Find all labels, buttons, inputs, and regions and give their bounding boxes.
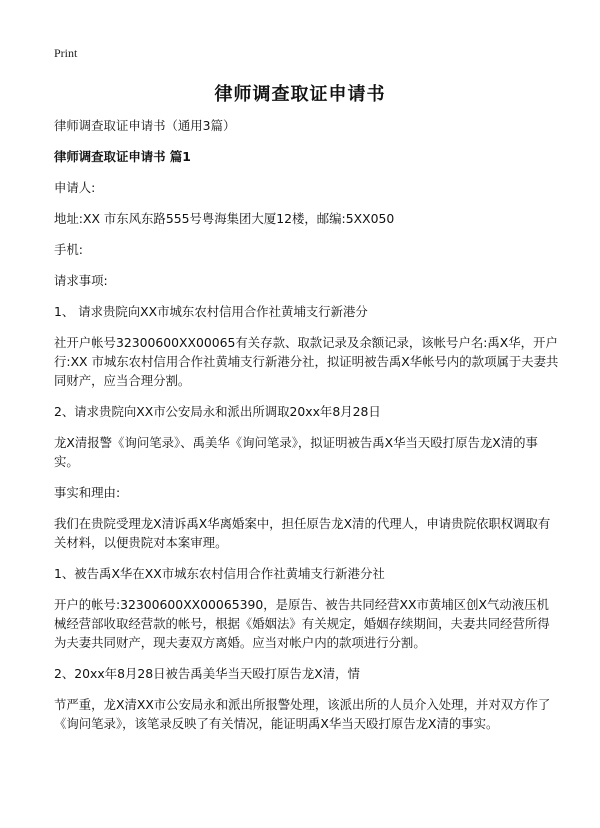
section-title: 律师调查取证申请书 篇1 (54, 149, 191, 164)
paragraph-fact-1-detail: 开户的帐号:32300600XX00065390，是原告、被告共同经营XX市黄埔区创X气动液压机械经营部收取经营款的帐号，根据《婚姻法》有关规定，婚姻存续期间，夫妻共同经营所得为夫妻共同财产，现夫妻双方离婚。应当对帐户内的款项进行分割。 (54, 597, 550, 650)
document-title: 律师调查取证申请书 (214, 84, 386, 105)
paragraph-fact-1: 1、被告禹X华在XX市城东农村信用合作社黄埔支行新港分社 (54, 566, 385, 581)
document-subtitle: 律师调查取证申请书（通用3篇） (54, 118, 236, 133)
paragraph-fact-2-detail: 节严重，龙X清XX市公安局永和派出所报警处理，该派出所的人员介入处理，并对双方作了《询问笔录》，该笔录反映了有关情况，能证明禹X华当天殴打原告龙X清的事实。 (54, 697, 551, 731)
paragraph-facts-intro: 我们在贵院受理龙X清诉禹X华离婚案中，担任原告龙X清的代理人，申请贵院依职权调取有关材料，以便贵院对本案审理。 (54, 516, 551, 550)
paragraph-request-1: 1、 请求贵院向XX市城东农村信用合作社黄埔支行新港分 (54, 304, 368, 319)
paragraph-request-1-detail: 社开户帐号32300600XX00065有关存款、取款记录及余额记录，该帐号户名:禹X华，开户行:XX 市城东农村信用合作社黄埔支行新港分社，拟证明被告禹X华帐号内的款项属于夫妻共同财产，应当合理分割。 (54, 335, 559, 388)
paragraph-address: 地址:XX 市东风东路555号粤海集团大厦12楼，邮编:5XX050 (54, 211, 395, 226)
paragraph-request-2: 2、请求贵院向XX市公安局永和派出所调取20xx年8月28日 (54, 404, 381, 419)
paragraph-phone: 手机: (54, 242, 83, 257)
paragraph-fact-2: 2、20xx年8月28日被告禹美华当天殴打原告龙X清，情 (54, 666, 360, 681)
document-body (54, 116, 560, 745)
paragraph-facts-heading: 事实和理由: (54, 485, 121, 500)
paragraph-applicant: 申请人: (54, 180, 96, 195)
print-label: Print (54, 46, 78, 60)
paragraph-request-2-detail: 龙X清报警《询问笔录》、禹美华《询问笔录》，拟证明被告禹X华当天殴打原告龙X清的事实。 (54, 435, 538, 469)
paragraph-requests-heading: 请求事项: (54, 273, 108, 288)
